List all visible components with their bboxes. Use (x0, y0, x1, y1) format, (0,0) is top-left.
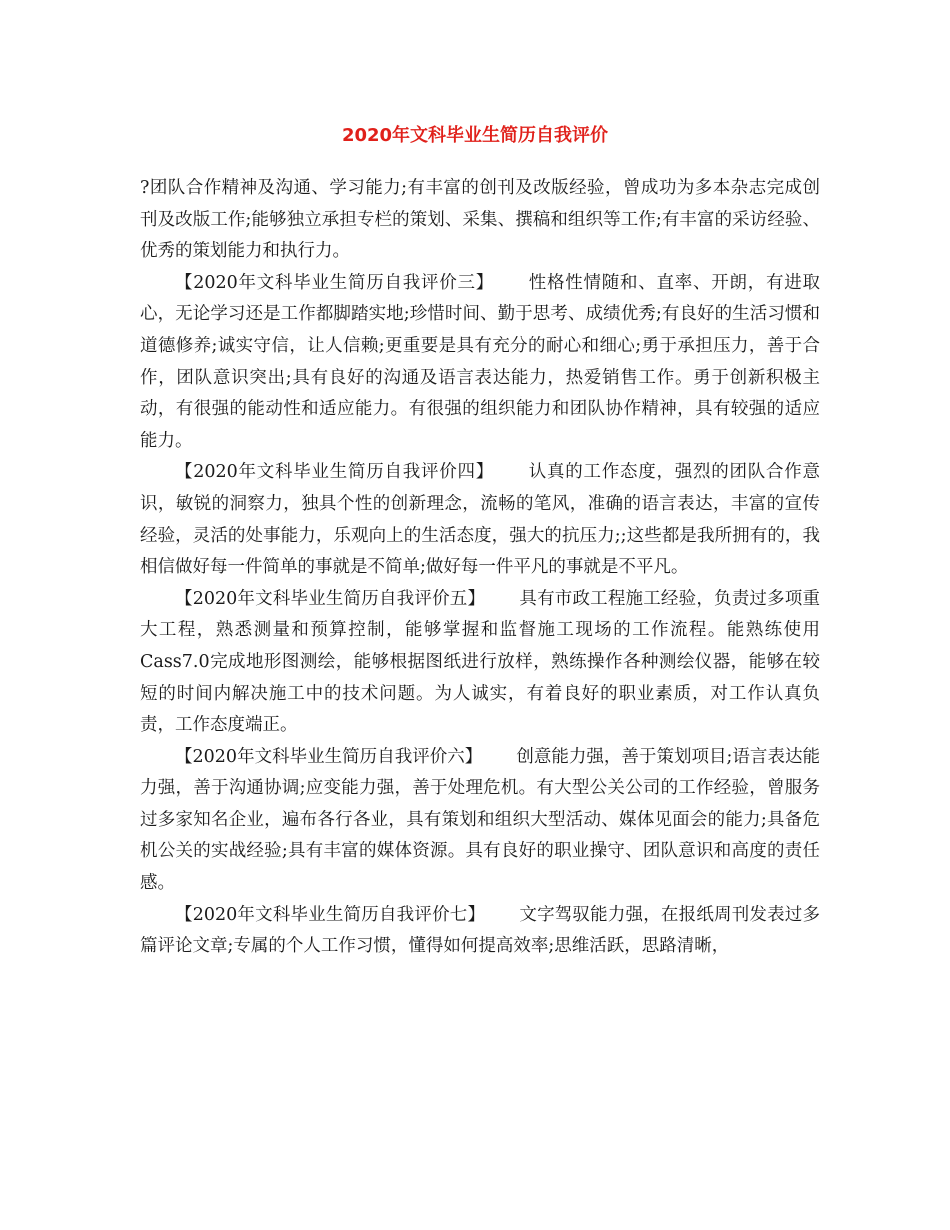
section-heading: 【2020年文科毕业生简历自我评价五】 (175, 588, 486, 609)
section-text: 认真的工作态度，强烈的团队合作意识，敏锐的洞察力，独具个性的创新理念，流畅的笔风，准确的语言表达，丰富的宣传经验，灵活的处事能力，乐观向上的生活态度，强大的抗压力;;这些都是我所拥有的，我相信做好每一件简单的事就是不简单;做好每一件平凡的事就是不平凡。 (140, 462, 820, 578)
document-title: 2020年文科毕业生简历自我评价 (341, 125, 609, 146)
section-text: 文字驾驭能力强，在报纸周刊发表过多篇评论文章;专属的个人工作习惯，懂得如何提高效率;思维活跃，思路清晰， (140, 904, 820, 957)
section-paragraph-3 (140, 268, 820, 458)
section-text: 具有市政工程施工经验，负责过多项重大工程，熟悉测量和预算控制，能够掌握和监督施工现场的工作流程。能熟练使用Cass7.0完成地形图测绘，能够根据图纸进行放样，熟练操作各种测绘仪器，能够在较短的时间内解决施工中的技术问题。为人诚实，有着良好的职业素质，对工作认真负责，工作态度端正。 (140, 588, 820, 736)
section-paragraph-6 (140, 742, 820, 900)
section-paragraph-7 (140, 900, 820, 963)
intro-paragraph: ?团队合作精神及沟通、学习能力;有丰富的创刊及改版经验，曾成功为多本杂志完成创刊及改版工作;能够独立承担专栏的策划、采集、撰稿和组织等工作;有丰富的采访经验、优秀的策划能力和执行力。 (140, 178, 820, 262)
section-heading: 【2020年文科毕业生简历自我评价三】 (175, 272, 495, 293)
section-paragraph-4 (140, 457, 820, 583)
section-heading: 【2020年文科毕业生简历自我评价四】 (175, 462, 495, 483)
section-heading: 【2020年文科毕业生简历自我评价六】 (175, 746, 483, 767)
section-paragraph-5 (140, 584, 820, 742)
section-text: 创意能力强，善于策划项目;语言表达能力强，善于沟通协调;应变能力强，善于处理危机。有大型公关公司的工作经验，曾服务过多家知名企业，遍布各行各业，具有策划和组织大型活动、媒体见面会的能力;具备危机公关的实战经验;具有丰富的媒体资源。具有良好的职业操守、团队意识和高度的责任感。 (140, 746, 820, 894)
section-text: 性格性情随和、直率、开朗，有进取心，无论学习还是工作都脚踏实地;珍惜时间、勤于思考、成绩优秀;有良好的生活习惯和道德修养;诚实守信，让人信赖;更重要是具有充分的耐心和细心;勇于承担压力，善于合作，团队意识突出;具有良好的沟通及语言表达能力，热爱销售工作。勇于创新积极主动，有很强的能动性和适应能力。有很强的组织能力和团队协作精神，具有较强的适应能力。 (140, 272, 820, 451)
document-body (140, 173, 820, 963)
section-heading: 【2020年文科毕业生简历自我评价七】 (175, 904, 486, 925)
